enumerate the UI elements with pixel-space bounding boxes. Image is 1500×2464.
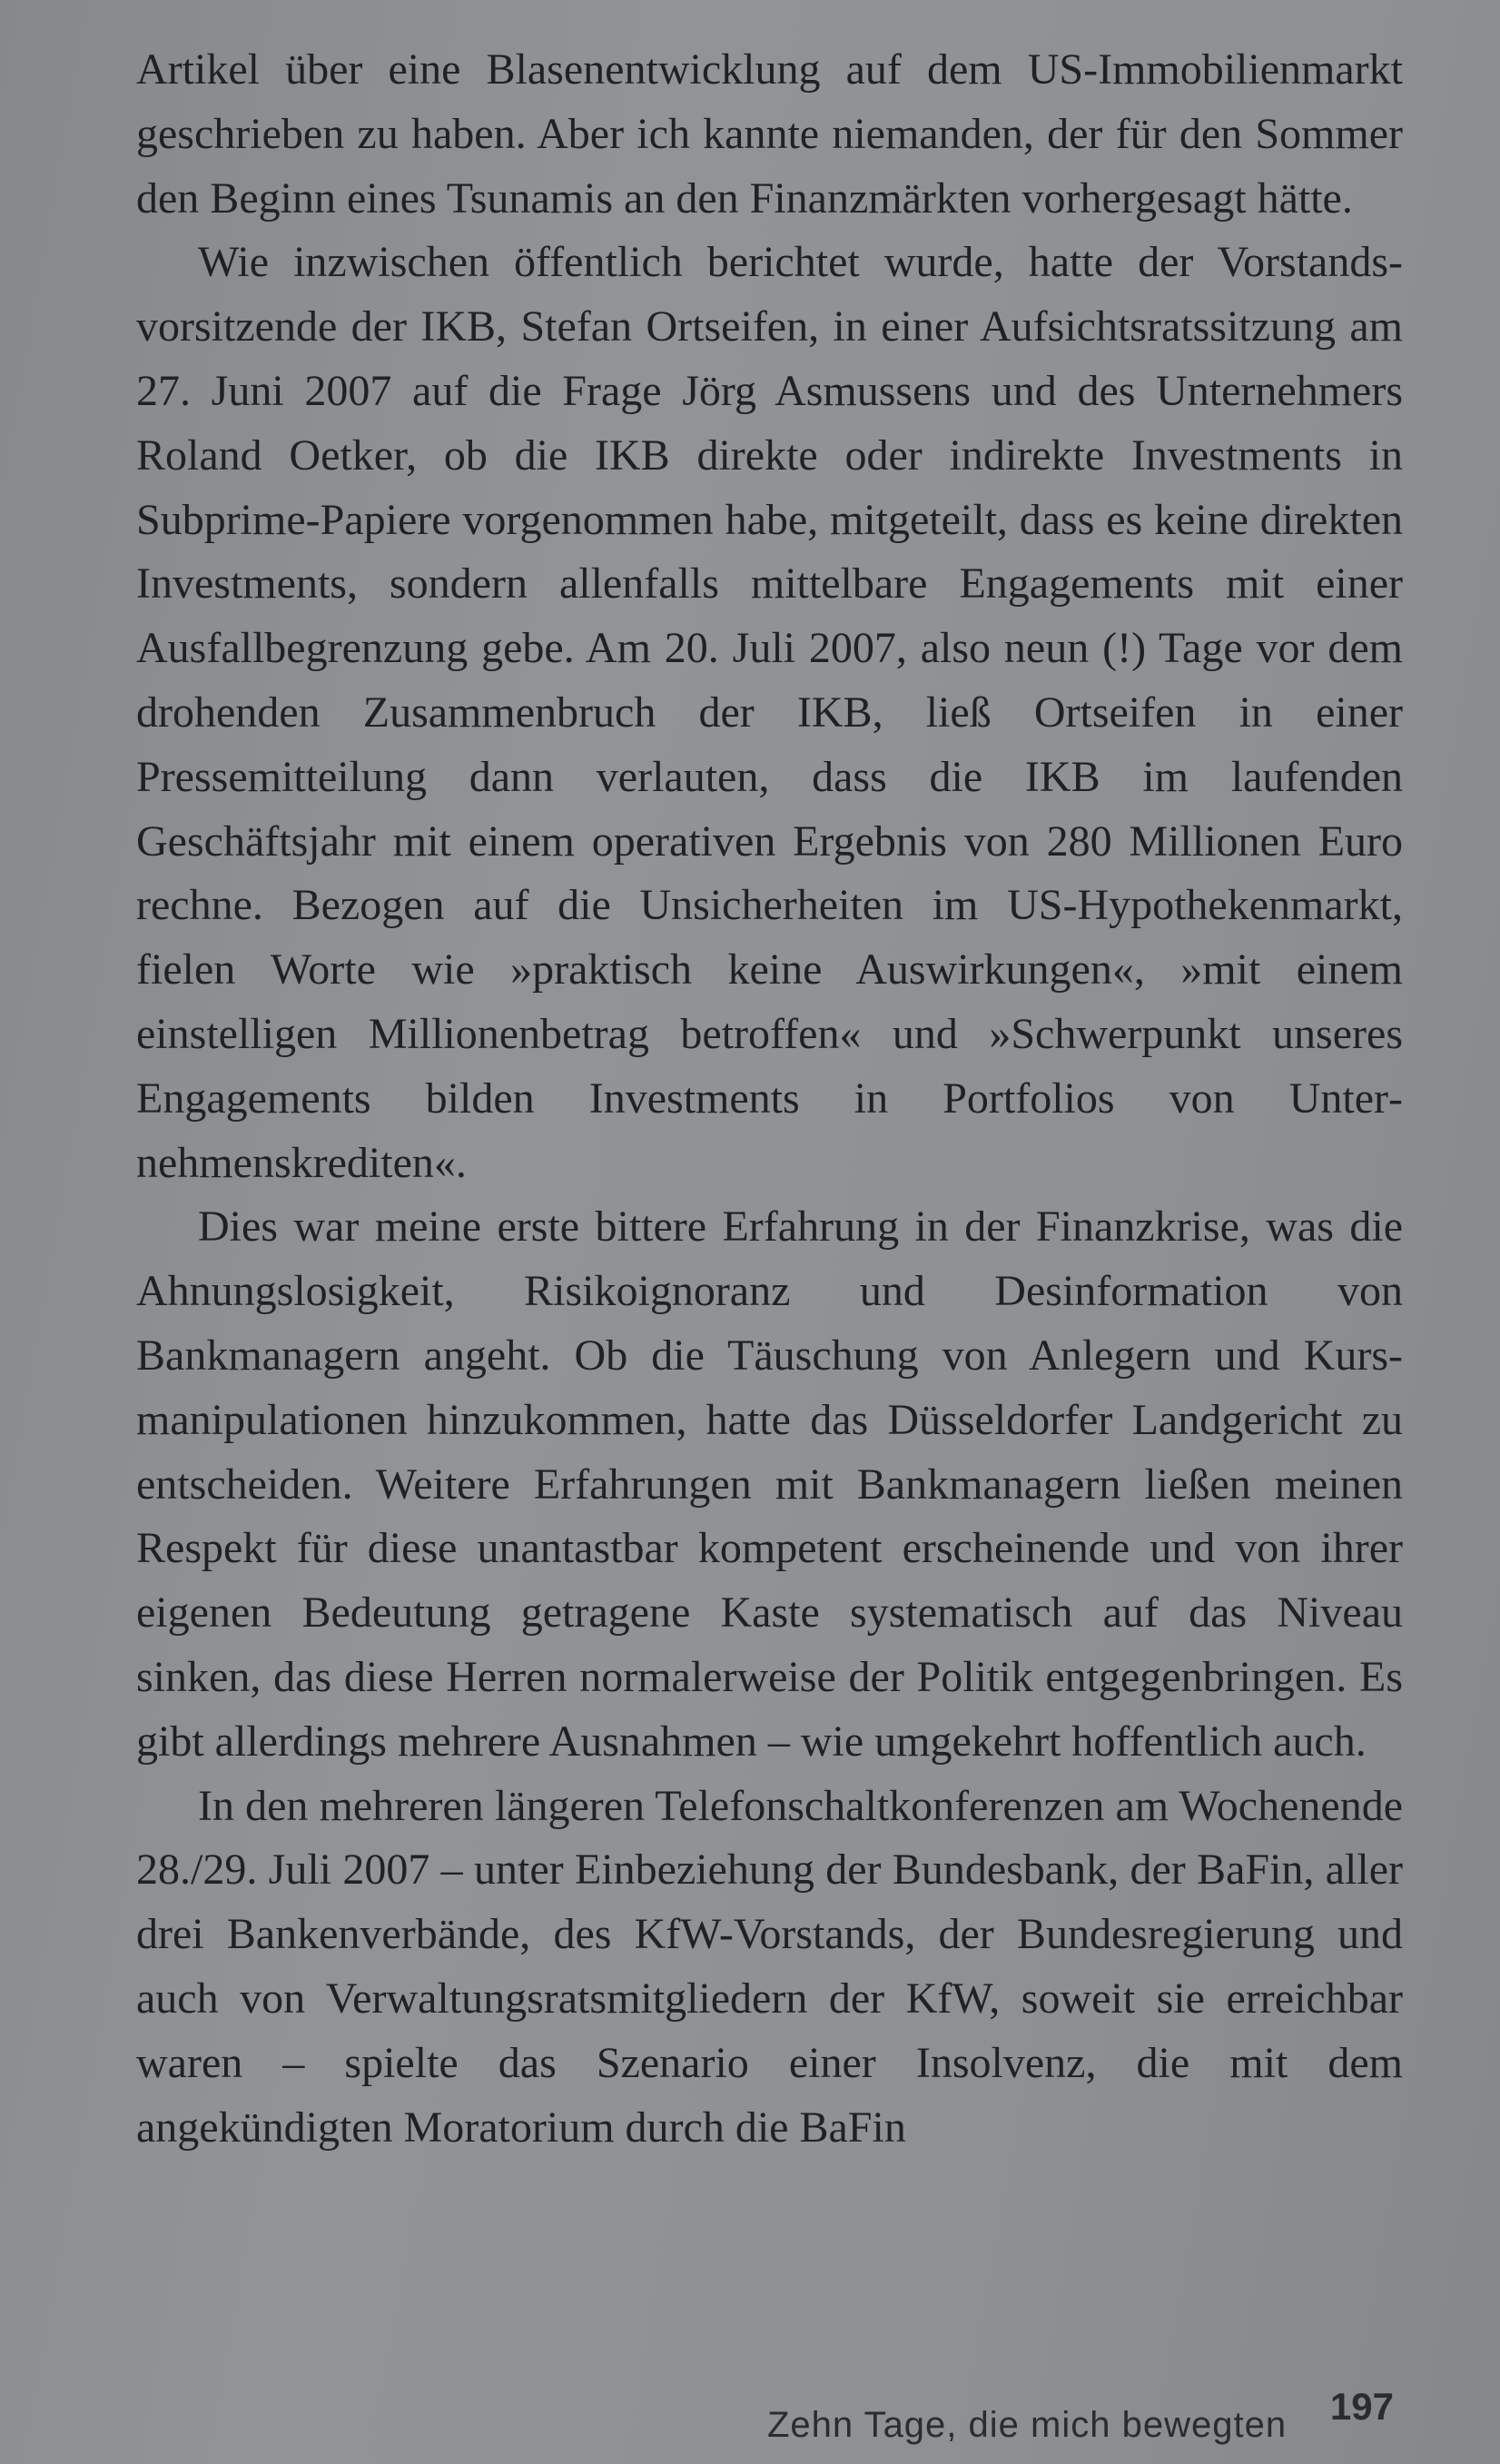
running-head: Zehn Tage, die mich bewegten [767, 2405, 1288, 2445]
body-text [136, 38, 1403, 2160]
paragraph-continuation: Artikel über eine Blasenentwicklung auf dem US-Immobilienmarkt geschrieben zu haben. Aber ich kannte niemanden, der für den Sommer den Beginn eines Tsunamis an den Finanzmärkten vorhergesagt hätte. [136, 45, 1403, 223]
paragraph-bank-managers: Dies war meine erste bittere Erfahrung in der Finanzkrise, was die Ahnungslosigkeit, Risikoignoranz und Desinformation von Bankmanagern angeht. Ob die Täuschung von Anlegern und Kursmanipulationen hinzukommen, hatte das Düsseldorfer Landgericht zu entscheiden. Weitere Erfahrungen mit Bankmanagern ließen meinen Respekt für diese unantastbar kompetent erscheinende und von ihrer eigenen Bedeutung getragene Kaste systematisch auf das Niveau sinken, das diese Herren normalerweise der Politik entgegenbringen. Es gibt allerdings mehrere Ausnahmen – wie umgekehrt hoffentlich auch. [136, 1202, 1403, 1766]
page-number: 197 [1329, 2385, 1394, 2428]
page-footer [767, 2380, 1403, 2443]
paragraph-ikb-statement: Wie inzwischen öffentlich berichtet wurde, hatte der Vorstandsvorsitzende der IKB, Stefan Ortseifen, in einer Aufsichtsratssitzung am 27. Juni 2007 auf die Frage Jörg Asmussens und des Unternehmers Roland Oetker, ob die IKB direkte oder indirekte Investments in Subprime-Papiere vorgenommen habe, mitgeteilt, dass es keine direkten Investments, sondern allenfalls mittelbare Engagements mit einer Ausfallbegrenzung gebe. Am 20. Juli 2007, also neun (!) Tage vor dem drohenden Zusammenbruch der IKB, ließ Ortseifen in einer Pressemitteilung dann verlauten, dass die IKB im laufenden Geschäftsjahr mit einem operativen Ergebnis von 280 Millionen Euro rechne. Bezogen auf die Unsicherheiten im US-Hypothekenmarkt, fielen Worte wie »praktisch keine Auswirkungen«, »mit einem einstelligen Millionenbetrag betroffen« und »Schwerpunkt unseres Engagements bilden Investments in Portfolios von Unternehmenskrediten«. [136, 238, 1403, 1187]
paragraph-telephone-conferences: In den mehreren längeren Telefonschaltkonferenzen am Wochenende 28./29. Juli 2007 – unter Einbeziehung der Bundesbank, der BaFin, aller drei Bankenverbände, des KfW-Vorstands, der Bundesregierung und auch von Verwaltungsratsmitgliedern der KfW, soweit sie erreichbar waren – spielte das Szenario einer Insolvenz, die mit dem angekündigten Moratorium durch die BaFin [136, 1781, 1403, 2152]
